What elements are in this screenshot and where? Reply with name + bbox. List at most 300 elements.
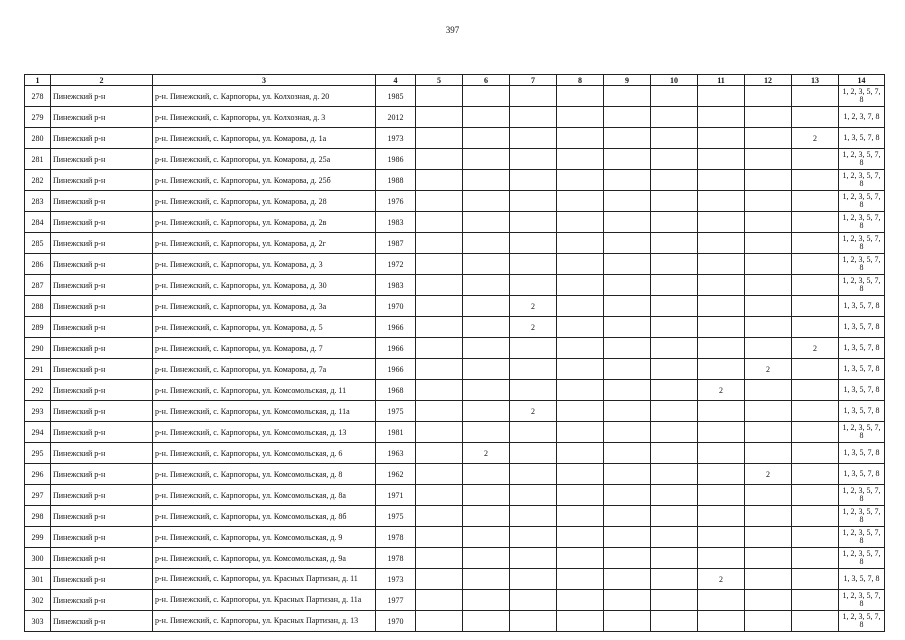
value-cell (463, 233, 510, 254)
value-cell (604, 233, 651, 254)
year-cell: 1978 (376, 548, 416, 569)
value-cell (416, 170, 463, 191)
district-cell: Пинежский р-н (51, 107, 153, 128)
value-cell (510, 86, 557, 107)
value-cell: 2 (463, 443, 510, 464)
value-cell (604, 527, 651, 548)
value-cell (557, 191, 604, 212)
year-cell: 1983 (376, 212, 416, 233)
value-cell (463, 317, 510, 338)
value-cell (745, 191, 792, 212)
value-cell (745, 170, 792, 191)
codes-cell: 1, 2, 3, 5, 7, 8 (839, 233, 885, 254)
value-cell (510, 128, 557, 149)
value-cell (416, 422, 463, 443)
value-cell: 2 (698, 380, 745, 401)
row-number-cell: 303 (25, 611, 51, 632)
address-cell: р-н. Пинежский, с. Карпогоры, ул. Комарова, д. 2в (153, 212, 376, 233)
address-cell: р-н. Пинежский, с. Карпогоры, ул. Комсомольская, д. 11 (153, 380, 376, 401)
address-cell: р-н. Пинежский, с. Карпогоры, ул. Колхозная, д. 20 (153, 86, 376, 107)
value-cell (745, 548, 792, 569)
district-cell: Пинежский р-н (51, 527, 153, 548)
district-cell: Пинежский р-н (51, 485, 153, 506)
value-cell (510, 275, 557, 296)
value-cell (651, 275, 698, 296)
value-cell (463, 86, 510, 107)
value-cell (651, 527, 698, 548)
value-cell (745, 485, 792, 506)
row-number-cell: 288 (25, 296, 51, 317)
housing-table (24, 74, 885, 632)
year-cell: 1975 (376, 401, 416, 422)
value-cell (604, 338, 651, 359)
value-cell (557, 611, 604, 632)
value-cell (463, 506, 510, 527)
value-cell (792, 422, 839, 443)
value-cell (604, 191, 651, 212)
codes-cell: 1, 2, 3, 5, 7, 8 (839, 149, 885, 170)
row-number-cell: 279 (25, 107, 51, 128)
value-cell (792, 464, 839, 485)
row-number-cell: 297 (25, 485, 51, 506)
column-header-13: 13 (792, 75, 839, 86)
value-cell (557, 275, 604, 296)
value-cell (792, 296, 839, 317)
codes-cell: 1, 2, 3, 5, 7, 8 (839, 212, 885, 233)
codes-cell: 1, 3, 5, 7, 8 (839, 338, 885, 359)
value-cell (604, 317, 651, 338)
value-cell (416, 590, 463, 611)
value-cell (698, 191, 745, 212)
value-cell (792, 254, 839, 275)
address-cell: р-н. Пинежский, с. Карпогоры, ул. Комсомольская, д. 11а (153, 401, 376, 422)
district-cell: Пинежский р-н (51, 170, 153, 191)
value-cell (698, 443, 745, 464)
value-cell (416, 464, 463, 485)
address-cell: р-н. Пинежский, с. Карпогоры, ул. Комсомольская, д. 8а (153, 485, 376, 506)
value-cell (698, 86, 745, 107)
value-cell (745, 317, 792, 338)
district-cell: Пинежский р-н (51, 443, 153, 464)
row-number-cell: 299 (25, 527, 51, 548)
value-cell (745, 527, 792, 548)
value-cell (557, 422, 604, 443)
column-header-9: 9 (604, 75, 651, 86)
value-cell (792, 380, 839, 401)
value-cell (463, 212, 510, 233)
value-cell (792, 191, 839, 212)
value-cell (463, 485, 510, 506)
row-number-cell: 283 (25, 191, 51, 212)
address-cell: р-н. Пинежский, с. Карпогоры, ул. Красных Партизан, д. 13 (153, 611, 376, 632)
row-number-cell: 278 (25, 86, 51, 107)
column-header-14: 14 (839, 75, 885, 86)
value-cell (557, 296, 604, 317)
value-cell (651, 338, 698, 359)
column-header-8: 8 (557, 75, 604, 86)
value-cell (698, 611, 745, 632)
value-cell (557, 569, 604, 590)
value-cell (416, 401, 463, 422)
value-cell (416, 506, 463, 527)
value-cell (557, 338, 604, 359)
address-cell: р-н. Пинежский, с. Карпогоры, ул. Комарова, д. 25а (153, 149, 376, 170)
value-cell (557, 233, 604, 254)
value-cell (745, 380, 792, 401)
codes-cell: 1, 2, 3, 5, 7, 8 (839, 422, 885, 443)
row-number-cell: 296 (25, 464, 51, 485)
table-row (25, 86, 885, 107)
value-cell (792, 485, 839, 506)
value-cell (604, 254, 651, 275)
table-row (25, 590, 885, 611)
row-number-cell: 290 (25, 338, 51, 359)
district-cell: Пинежский р-н (51, 569, 153, 590)
address-cell: р-н. Пинежский, с. Карпогоры, ул. Комарова, д. 28 (153, 191, 376, 212)
value-cell (604, 401, 651, 422)
table-row (25, 380, 885, 401)
value-cell (792, 149, 839, 170)
row-number-cell: 293 (25, 401, 51, 422)
value-cell (510, 191, 557, 212)
value-cell (557, 254, 604, 275)
value-cell (792, 275, 839, 296)
value-cell (604, 86, 651, 107)
codes-cell: 1, 3, 5, 7, 8 (839, 128, 885, 149)
value-cell (557, 107, 604, 128)
value-cell (651, 233, 698, 254)
address-cell: р-н. Пинежский, с. Карпогоры, ул. Комсомольская, д. 9 (153, 527, 376, 548)
value-cell (651, 611, 698, 632)
value-cell (745, 212, 792, 233)
value-cell (792, 170, 839, 191)
value-cell (510, 527, 557, 548)
value-cell (510, 443, 557, 464)
value-cell (651, 443, 698, 464)
address-cell: р-н. Пинежский, с. Карпогоры, ул. Комсомольская, д. 8 (153, 464, 376, 485)
value-cell (416, 527, 463, 548)
district-cell: Пинежский р-н (51, 422, 153, 443)
district-cell: Пинежский р-н (51, 191, 153, 212)
table-row (25, 359, 885, 380)
value-cell (651, 296, 698, 317)
row-number-cell: 289 (25, 317, 51, 338)
value-cell (604, 443, 651, 464)
value-cell: 2 (510, 296, 557, 317)
value-cell (651, 317, 698, 338)
value-cell (604, 212, 651, 233)
value-cell (557, 170, 604, 191)
value-cell (792, 548, 839, 569)
address-cell: р-н. Пинежский, с. Карпогоры, ул. Комсомольская, д. 8б (153, 506, 376, 527)
year-cell: 1963 (376, 443, 416, 464)
value-cell (698, 338, 745, 359)
value-cell (698, 422, 745, 443)
row-number-cell: 298 (25, 506, 51, 527)
value-cell (604, 464, 651, 485)
district-cell: Пинежский р-н (51, 611, 153, 632)
value-cell (698, 275, 745, 296)
table-row (25, 191, 885, 212)
row-number-cell: 292 (25, 380, 51, 401)
row-number-cell: 284 (25, 212, 51, 233)
value-cell (698, 107, 745, 128)
value-cell (651, 464, 698, 485)
column-header-1: 1 (25, 75, 51, 86)
value-cell (416, 128, 463, 149)
value-cell (557, 464, 604, 485)
value-cell (416, 275, 463, 296)
value-cell (557, 128, 604, 149)
row-number-cell: 280 (25, 128, 51, 149)
table-row (25, 527, 885, 548)
year-cell: 1978 (376, 527, 416, 548)
address-cell: р-н. Пинежский, с. Карпогоры, ул. Комарова, д. 5 (153, 317, 376, 338)
value-cell (745, 275, 792, 296)
value-cell (557, 401, 604, 422)
value-cell (698, 212, 745, 233)
value-cell (416, 485, 463, 506)
column-header-3: 3 (153, 75, 376, 86)
value-cell (792, 527, 839, 548)
year-cell: 1976 (376, 191, 416, 212)
codes-cell: 1, 3, 5, 7, 8 (839, 401, 885, 422)
codes-cell: 1, 2, 3, 5, 7, 8 (839, 548, 885, 569)
row-number-cell: 281 (25, 149, 51, 170)
address-cell: р-н. Пинежский, с. Карпогоры, ул. Комарова, д. 1а (153, 128, 376, 149)
district-cell: Пинежский р-н (51, 296, 153, 317)
table-row (25, 170, 885, 191)
value-cell (698, 149, 745, 170)
codes-cell: 1, 2, 3, 5, 7, 8 (839, 485, 885, 506)
table-row (25, 401, 885, 422)
value-cell (510, 338, 557, 359)
value-cell (416, 611, 463, 632)
value-cell (557, 485, 604, 506)
codes-cell: 1, 3, 5, 7, 8 (839, 380, 885, 401)
address-cell: р-н. Пинежский, с. Карпогоры, ул. Комарова, д. 2г (153, 233, 376, 254)
value-cell (698, 590, 745, 611)
district-cell: Пинежский р-н (51, 212, 153, 233)
value-cell (510, 548, 557, 569)
column-header-11: 11 (698, 75, 745, 86)
address-cell: р-н. Пинежский, с. Карпогоры, ул. Колхозная, д. 3 (153, 107, 376, 128)
value-cell (792, 401, 839, 422)
row-number-cell: 302 (25, 590, 51, 611)
row-number-cell: 285 (25, 233, 51, 254)
year-cell: 1977 (376, 590, 416, 611)
value-cell (745, 506, 792, 527)
value-cell (745, 296, 792, 317)
value-cell (463, 338, 510, 359)
value-cell (745, 569, 792, 590)
value-cell (416, 380, 463, 401)
value-cell (510, 359, 557, 380)
value-cell (651, 128, 698, 149)
codes-cell: 1, 2, 3, 5, 7, 8 (839, 527, 885, 548)
value-cell (510, 380, 557, 401)
column-header-10: 10 (651, 75, 698, 86)
year-cell: 1971 (376, 485, 416, 506)
district-cell: Пинежский р-н (51, 359, 153, 380)
codes-cell: 1, 2, 3, 5, 7, 8 (839, 191, 885, 212)
value-cell (416, 359, 463, 380)
value-cell (510, 107, 557, 128)
value-cell (604, 380, 651, 401)
table-row (25, 464, 885, 485)
codes-cell: 1, 3, 5, 7, 8 (839, 569, 885, 590)
value-cell: 2 (510, 317, 557, 338)
row-number-cell: 291 (25, 359, 51, 380)
district-cell: Пинежский р-н (51, 317, 153, 338)
value-cell (792, 611, 839, 632)
address-cell: р-н. Пинежский, с. Карпогоры, ул. Комарова, д. 25б (153, 170, 376, 191)
value-cell (510, 170, 557, 191)
codes-cell: 1, 2, 3, 5, 7, 8 (839, 506, 885, 527)
district-cell: Пинежский р-н (51, 506, 153, 527)
table-row (25, 548, 885, 569)
row-number-cell: 300 (25, 548, 51, 569)
value-cell (651, 380, 698, 401)
year-cell: 1970 (376, 611, 416, 632)
value-cell (604, 485, 651, 506)
value-cell (463, 254, 510, 275)
value-cell (416, 107, 463, 128)
value-cell (651, 590, 698, 611)
value-cell (651, 359, 698, 380)
codes-cell: 1, 2, 3, 5, 7, 8 (839, 254, 885, 275)
codes-cell: 1, 2, 3, 5, 7, 8 (839, 86, 885, 107)
value-cell (745, 86, 792, 107)
value-cell (604, 296, 651, 317)
value-cell (416, 191, 463, 212)
value-cell (557, 212, 604, 233)
value-cell: 2 (792, 338, 839, 359)
value-cell (510, 422, 557, 443)
value-cell (463, 611, 510, 632)
value-cell (416, 548, 463, 569)
value-cell (698, 401, 745, 422)
district-cell: Пинежский р-н (51, 275, 153, 296)
value-cell (416, 254, 463, 275)
value-cell (557, 317, 604, 338)
value-cell (604, 548, 651, 569)
value-cell: 2 (698, 569, 745, 590)
value-cell (792, 212, 839, 233)
value-cell (463, 590, 510, 611)
address-cell: р-н. Пинежский, с. Карпогоры, ул. Комарова, д. 7 (153, 338, 376, 359)
value-cell (604, 170, 651, 191)
value-cell (604, 359, 651, 380)
value-cell (698, 506, 745, 527)
value-cell (557, 506, 604, 527)
value-cell (651, 191, 698, 212)
codes-cell: 1, 2, 3, 7, 8 (839, 107, 885, 128)
table-row (25, 569, 885, 590)
value-cell (745, 338, 792, 359)
value-cell (416, 296, 463, 317)
value-cell (698, 548, 745, 569)
value-cell (792, 506, 839, 527)
district-cell: Пинежский р-н (51, 86, 153, 107)
value-cell (463, 422, 510, 443)
table-row (25, 422, 885, 443)
value-cell (604, 506, 651, 527)
value-cell (416, 443, 463, 464)
year-cell: 1988 (376, 170, 416, 191)
value-cell (792, 443, 839, 464)
district-cell: Пинежский р-н (51, 590, 153, 611)
year-cell: 1966 (376, 338, 416, 359)
address-cell: р-н. Пинежский, с. Карпогоры, ул. Комарова, д. 7а (153, 359, 376, 380)
value-cell (510, 254, 557, 275)
value-cell (463, 128, 510, 149)
table-row (25, 611, 885, 632)
value-cell (698, 233, 745, 254)
value-cell (416, 149, 463, 170)
district-cell: Пинежский р-н (51, 233, 153, 254)
value-cell (792, 107, 839, 128)
address-cell: р-н. Пинежский, с. Карпогоры, ул. Комсомольская, д. 13 (153, 422, 376, 443)
value-cell (651, 548, 698, 569)
district-cell: Пинежский р-н (51, 254, 153, 275)
value-cell (463, 401, 510, 422)
value-cell (463, 107, 510, 128)
value-cell (792, 86, 839, 107)
value-cell (463, 380, 510, 401)
value-cell (604, 107, 651, 128)
value-cell (604, 569, 651, 590)
district-cell: Пинежский р-н (51, 149, 153, 170)
table-row (25, 296, 885, 317)
district-cell: Пинежский р-н (51, 401, 153, 422)
value-cell (416, 317, 463, 338)
codes-cell: 1, 2, 3, 5, 7, 8 (839, 275, 885, 296)
value-cell (698, 485, 745, 506)
address-cell: р-н. Пинежский, с. Карпогоры, ул. Красных Партизан, д. 11 (153, 569, 376, 590)
value-cell (463, 149, 510, 170)
table-row (25, 317, 885, 338)
value-cell (416, 86, 463, 107)
value-cell (745, 233, 792, 254)
value-cell (792, 590, 839, 611)
value-cell (792, 233, 839, 254)
table-row (25, 338, 885, 359)
value-cell (463, 296, 510, 317)
codes-cell: 1, 2, 3, 5, 7, 8 (839, 170, 885, 191)
table-row (25, 149, 885, 170)
value-cell: 2 (792, 128, 839, 149)
value-cell (698, 464, 745, 485)
value-cell (745, 422, 792, 443)
value-cell (792, 317, 839, 338)
year-cell: 1983 (376, 275, 416, 296)
codes-cell: 1, 3, 5, 7, 8 (839, 296, 885, 317)
value-cell (698, 317, 745, 338)
district-cell: Пинежский р-н (51, 338, 153, 359)
value-cell (604, 611, 651, 632)
value-cell (745, 590, 792, 611)
table-row (25, 443, 885, 464)
district-cell: Пинежский р-н (51, 128, 153, 149)
address-cell: р-н. Пинежский, с. Карпогоры, ул. Комарова, д. 30 (153, 275, 376, 296)
value-cell (698, 170, 745, 191)
value-cell (651, 569, 698, 590)
value-cell (745, 611, 792, 632)
value-cell (651, 212, 698, 233)
year-cell: 2012 (376, 107, 416, 128)
value-cell (792, 359, 839, 380)
